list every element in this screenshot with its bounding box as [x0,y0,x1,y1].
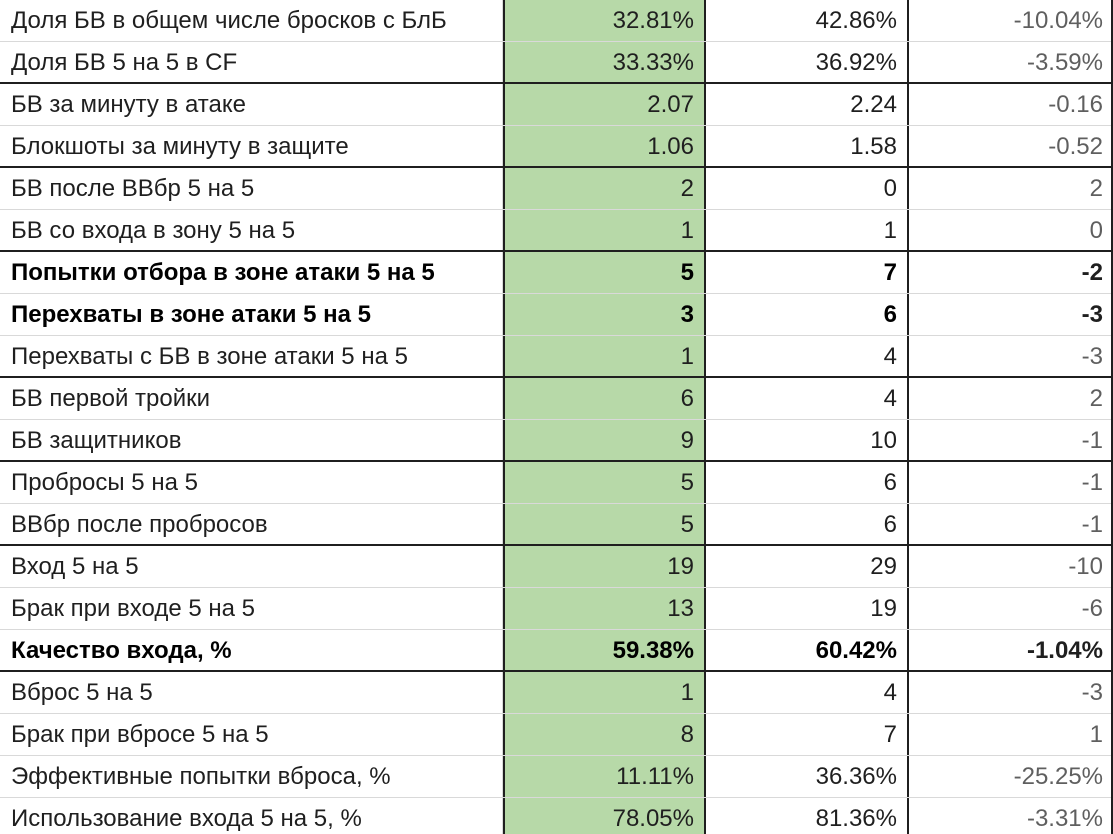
table-row[interactable] [0,546,1113,588]
difference-cell[interactable]: -0.16 [1048,91,1103,118]
difference-cell[interactable]: -3.31% [1026,805,1103,832]
opponent-value-cell[interactable]: 6 [706,462,909,503]
table-row[interactable] [0,252,1113,294]
table-row[interactable] [0,336,1113,378]
metric-label-cell[interactable]: Качество входа, % [0,630,503,670]
metric-label-cell[interactable]: БВ первой тройки [0,378,503,419]
team-value-cell[interactable]: 11.11% [503,756,706,797]
metric-label-cell[interactable]: Эффективные попытки вброса, % [0,756,503,797]
team-value-cell[interactable]: 1.06 [503,126,706,166]
team-value-cell[interactable]: 6 [503,378,706,419]
table-row[interactable] [0,672,1113,714]
opponent-value-cell[interactable]: 36.92% [706,42,909,82]
table-row[interactable] [0,126,1113,168]
table-row[interactable] [0,756,1113,798]
table-row[interactable] [0,168,1113,210]
table-row[interactable] [0,84,1113,126]
table-row[interactable] [0,798,1113,834]
metric-label-cell[interactable]: БВ защитников [0,420,503,460]
table-row[interactable] [0,210,1113,252]
table-row[interactable] [0,294,1113,336]
metric-label-cell[interactable]: БВ за минуту в атаке [0,84,503,125]
opponent-value-cell[interactable]: 0 [706,168,909,209]
opponent-value-cell[interactable]: 4 [706,378,909,419]
table-row[interactable] [0,630,1113,672]
team-value-cell[interactable]: 2 [503,168,706,209]
table-row[interactable] [0,42,1113,84]
opponent-value-cell[interactable]: 1 [706,210,909,250]
metric-label-cell[interactable]: Брак при входе 5 на 5 [0,588,503,629]
difference-cell[interactable]: -1 [1081,511,1103,538]
difference-cell[interactable]: -3.59% [1026,49,1103,76]
difference-cell[interactable]: -2 [1081,259,1103,286]
metric-label-cell[interactable]: БВ после ВВбр 5 на 5 [0,168,503,209]
difference-cell[interactable]: -10.04% [1013,7,1103,34]
difference-cell[interactable]: -0.52 [1048,133,1103,160]
opponent-value-cell[interactable]: 6 [706,504,909,544]
team-value-cell[interactable]: 1 [503,336,706,376]
opponent-value-cell[interactable]: 19 [706,588,909,629]
opponent-value-cell[interactable]: 4 [706,672,909,713]
opponent-value-cell[interactable]: 1.58 [706,126,909,166]
metric-label-cell[interactable]: Перехваты в зоне атаки 5 на 5 [0,294,503,335]
difference-cell[interactable]: -10 [1068,553,1103,580]
team-value-cell[interactable]: 2.07 [503,84,706,125]
team-value-cell[interactable]: 8 [503,714,706,755]
difference-cell[interactable]: 1 [1089,721,1103,748]
table-row[interactable] [0,378,1113,420]
metric-label-cell[interactable]: Брак при вбросе 5 на 5 [0,714,503,755]
difference-cell[interactable]: 2 [1089,385,1103,412]
opponent-value-cell[interactable]: 81.36% [706,798,909,834]
difference-cell[interactable]: 0 [1089,217,1103,244]
team-value-cell[interactable]: 13 [503,588,706,629]
team-value-cell[interactable]: 78.05% [503,798,706,834]
difference-cell[interactable]: -25.25% [1013,763,1103,790]
metric-label-cell[interactable]: Доля БВ 5 на 5 в CF [0,42,503,82]
team-value-cell[interactable]: 5 [503,462,706,503]
opponent-value-cell[interactable]: 60.42% [706,630,909,670]
difference-cell[interactable]: -3 [1081,343,1103,370]
team-value-cell[interactable]: 32.81% [503,0,706,41]
metric-label-cell[interactable]: Вход 5 на 5 [0,546,503,587]
metric-label-cell[interactable]: Перехваты с БВ в зоне атаки 5 на 5 [0,336,503,376]
difference-cell[interactable]: -1.04% [1026,637,1103,664]
difference-cell[interactable]: 2 [1089,175,1103,202]
opponent-value-cell[interactable]: 10 [706,420,909,460]
metric-label-cell[interactable]: Блокшоты за минуту в защите [0,126,503,166]
team-value-cell[interactable]: 3 [503,294,706,335]
table-row[interactable] [0,714,1113,756]
team-value-cell[interactable]: 9 [503,420,706,460]
team-value-cell[interactable]: 19 [503,546,706,587]
difference-cell[interactable]: -3 [1081,301,1103,328]
opponent-value-cell[interactable]: 7 [706,252,909,293]
table-row[interactable] [0,420,1113,462]
metric-label-cell[interactable]: Доля БВ в общем числе бросков с БлБ [0,0,503,41]
metric-label-cell[interactable]: Вброс 5 на 5 [0,672,503,713]
team-value-cell[interactable]: 1 [503,672,706,713]
metric-label-cell[interactable]: Пробросы 5 на 5 [0,462,503,503]
team-value-cell[interactable]: 59.38% [503,630,706,670]
table-row[interactable] [0,0,1113,42]
difference-cell[interactable]: -3 [1081,679,1103,706]
metric-label-cell[interactable]: Попытки отбора в зоне атаки 5 на 5 [0,252,503,293]
table-row[interactable] [0,588,1113,630]
table-row[interactable] [0,504,1113,546]
opponent-value-cell[interactable]: 6 [706,294,909,335]
team-value-cell[interactable]: 5 [503,252,706,293]
metric-label-cell[interactable]: ВВбр после пробросов [0,504,503,544]
team-value-cell[interactable]: 1 [503,210,706,250]
difference-cell[interactable]: -6 [1081,595,1103,622]
metric-label-cell[interactable]: БВ со входа в зону 5 на 5 [0,210,503,250]
difference-cell[interactable]: -1 [1081,427,1103,454]
opponent-value-cell[interactable]: 36.36% [706,756,909,797]
metric-label-cell[interactable]: Использование входа 5 на 5, % [0,798,503,834]
opponent-value-cell[interactable]: 2.24 [706,84,909,125]
opponent-value-cell[interactable]: 29 [706,546,909,587]
team-value-cell[interactable]: 33.33% [503,42,706,82]
team-value-cell[interactable]: 5 [503,504,706,544]
opponent-value-cell[interactable]: 42.86% [706,0,909,41]
difference-cell[interactable]: -1 [1081,469,1103,496]
table-row[interactable] [0,462,1113,504]
opponent-value-cell[interactable]: 4 [706,336,909,376]
opponent-value-cell[interactable]: 7 [706,714,909,755]
